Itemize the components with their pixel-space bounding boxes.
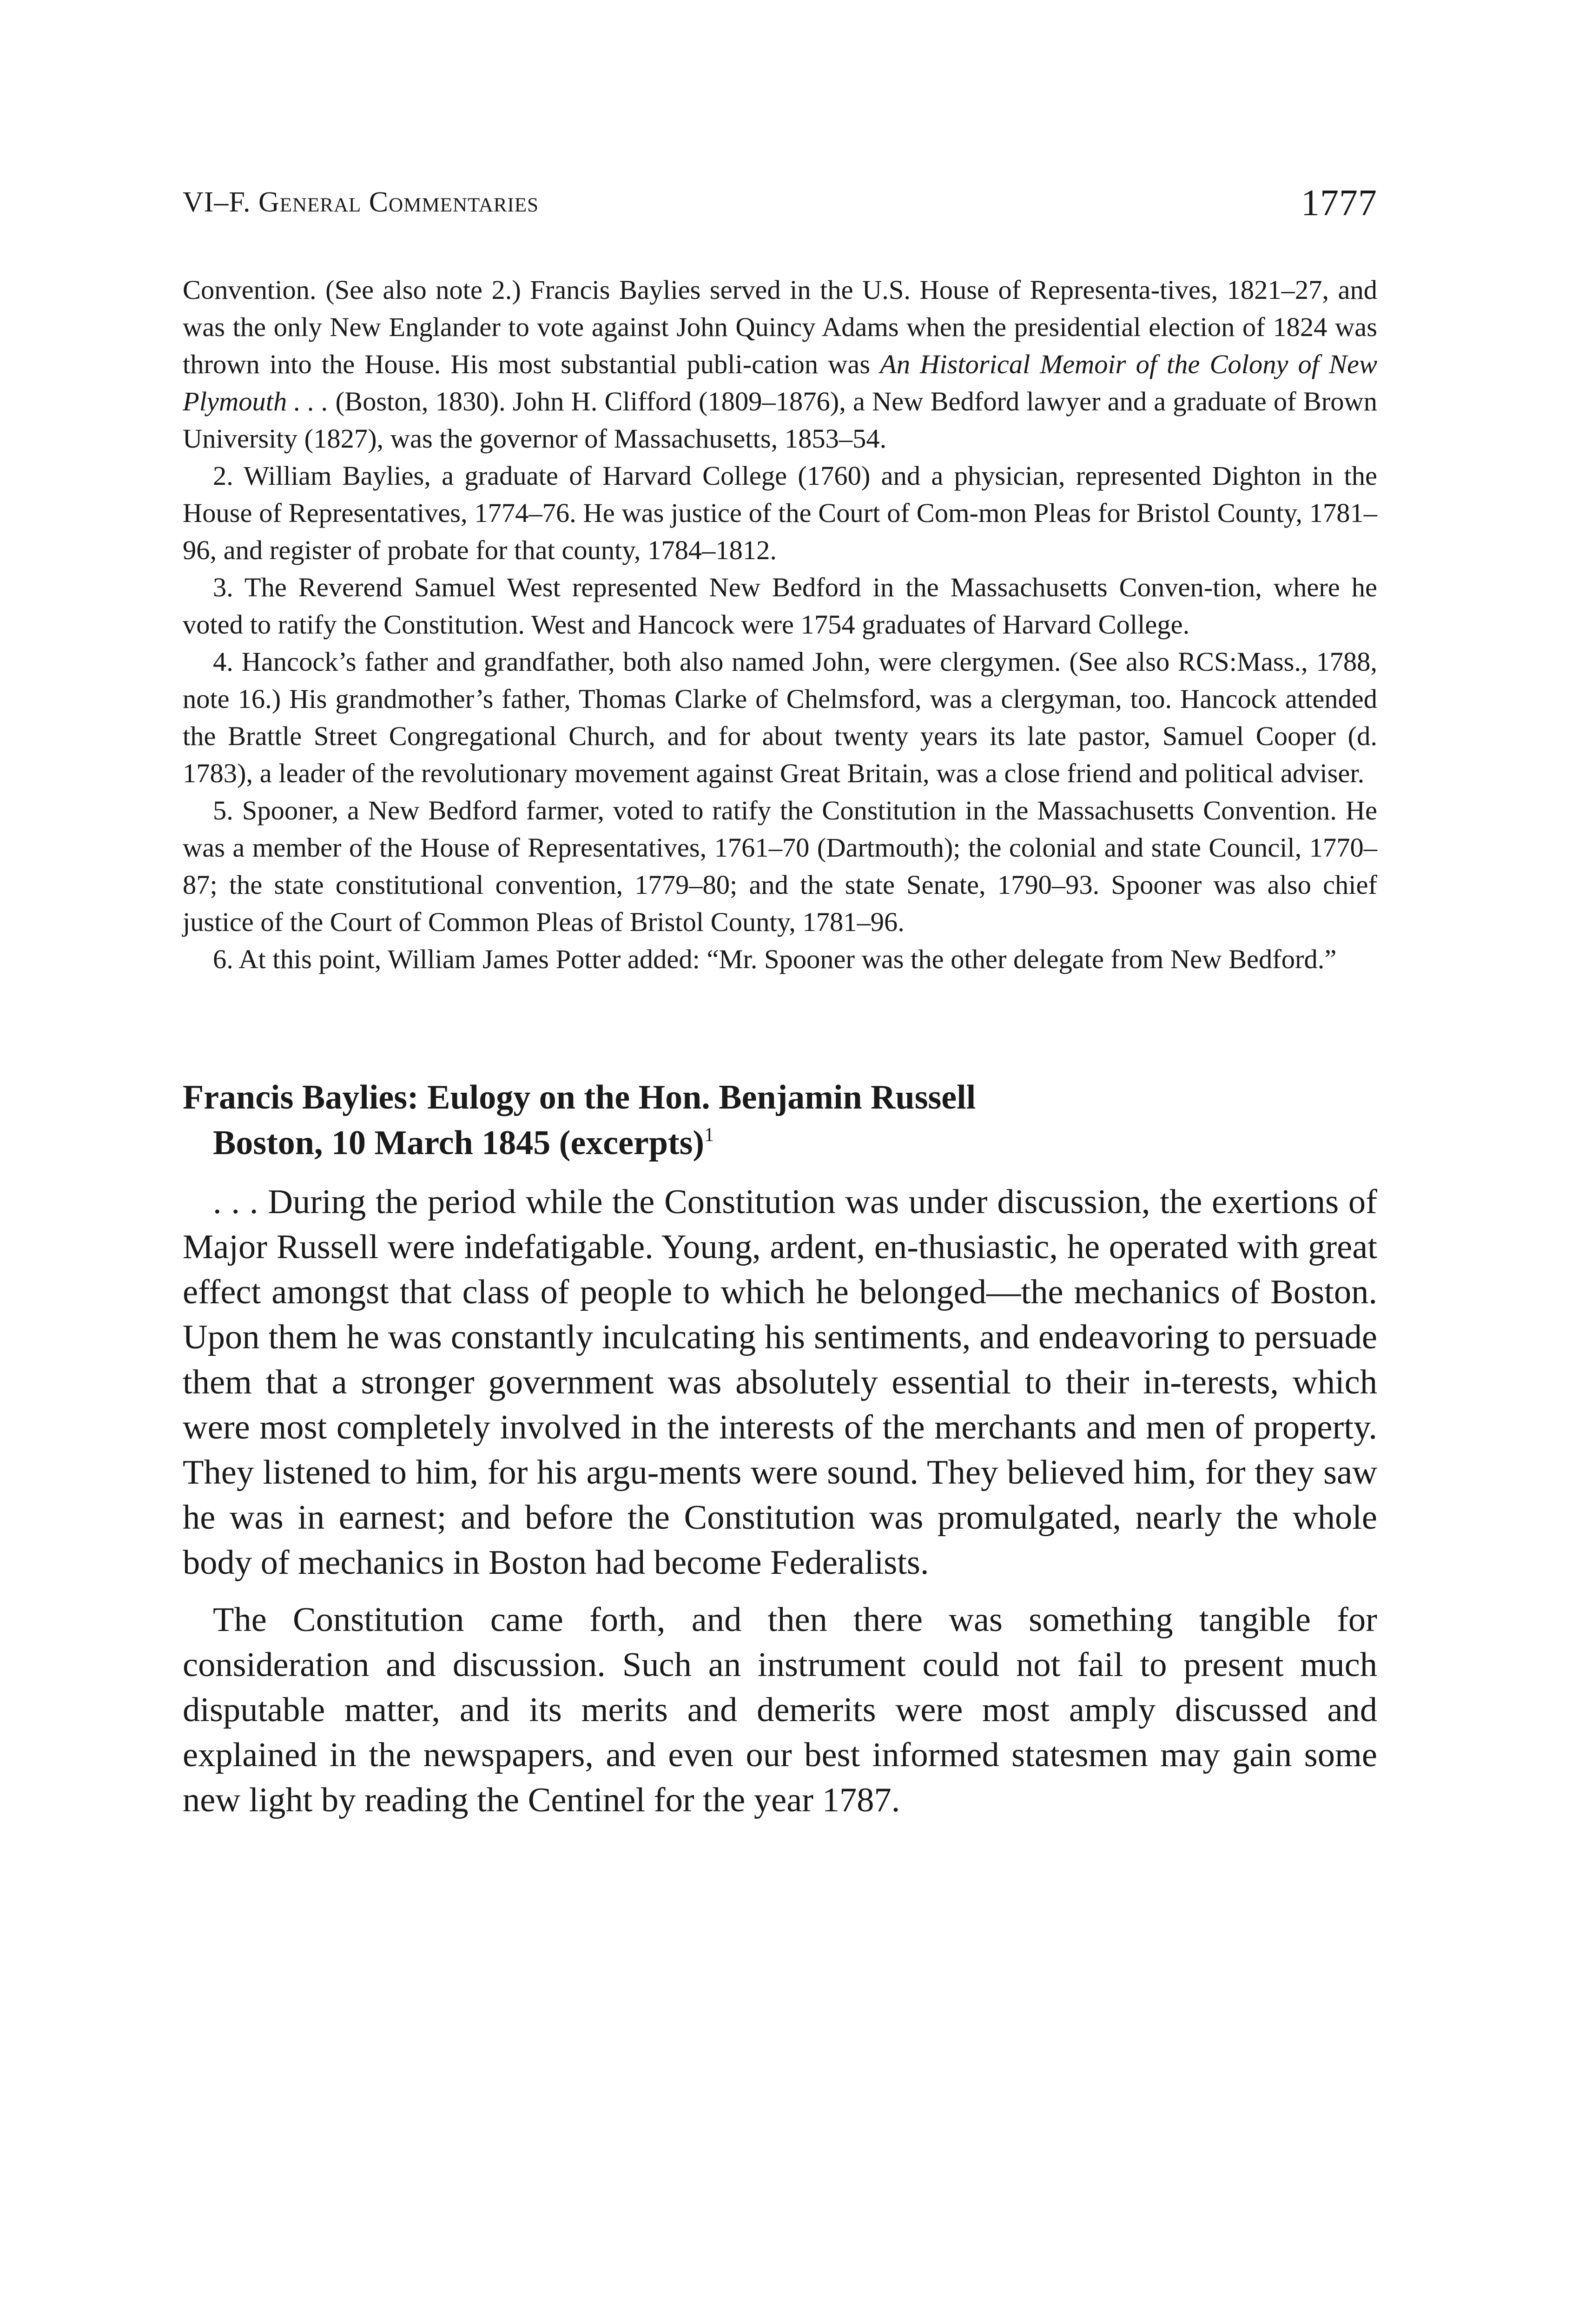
footnotes-section xyxy=(183,271,1377,978)
note-1-continuation xyxy=(183,271,1377,457)
note-1-text-before-title: Convention. (See also note 2.) Francis Baylies served in the U.S. House of Representa-tives, 1821–27, and was the only New Englander to vote against John Quincy Adams when the presidential election of 1824 was thrown into the House. His most substantial publi-cation was xyxy=(183,275,1377,379)
title-line-1: Francis Baylies: Eulogy on the Hon. Benjamin Russell xyxy=(183,1078,976,1116)
note-6: 6. At this point, William James Potter added: “Mr. Spooner was the other delegate from New Bedford.” xyxy=(213,944,1337,974)
note-2: 2. William Baylies, a graduate of Harvard College (1760) and a physician, represented Dighton in the House of Representatives, 1774–76. He was justice of the Court of Com-mon Pleas for Bristol County, 1781–96, and register of probate for that county, 1784–1812. xyxy=(183,461,1377,565)
note-5: 5. Spooner, a New Bedford farmer, voted to ratify the Constitution in the Massachusetts Convention. He was a member of the House of Representatives, 1761–70 (Dartmouth); the colonial and state Council, 1770–87; the state constitutional convention, 1779–80; and the state Senate, 1790–93. Spooner was also chief justice of the Court of Common Pleas of Bristol County, 1781–96. xyxy=(183,795,1377,937)
note-4: 4. Hancock’s father and grandfather, both also named John, were clergymen. (See also RCS:Mass., 1788, note 16.) His grandmother’s father, Thomas Clarke of Chelmsford, was a clergyman, too. Hancock attended the Brattle Street Congregational Church, and for about twenty years its late pastor, Samuel Cooper (d. 1783), a leader of the revolutionary movement against Great Britain, was a close friend and political adviser. xyxy=(183,647,1377,788)
title-footnote-marker: 1 xyxy=(704,1124,714,1146)
running-header xyxy=(183,183,1377,228)
excerpt-body xyxy=(183,1180,1377,1823)
book-title: An Historical Memoir of the Colony of New Plymouth . . . xyxy=(183,349,1377,416)
running-title: VI–F. General Commentaries xyxy=(183,186,539,218)
document-title xyxy=(183,1075,1377,1166)
excerpt-paragraph: . . . During the period while the Constitution was under discussion, the exertions of Major Russell were indefatigable. Young, ardent, en-thusiastic, he operated with great effect amongst that class of people to which he belonged—the mechanics of Boston. Upon them he was constantly inculcating his sentiments, and endeavoring to persuade them that a stronger government was absolutely essential to their in-terests, which were most completely involved in the interests of the merchants and men of property. They listened to him, for his argu-ments were sound. They believed him, for they saw he was in earnest; and before the Constitution was promulgated, nearly the whole body of mechanics in Boston had become Federalists. xyxy=(183,1183,1377,1582)
document-page xyxy=(183,183,1377,1823)
title-line-2-text: Boston, 10 March 1845 (excerpts) xyxy=(213,1124,705,1162)
title-line-2 xyxy=(183,1120,1377,1166)
excerpt-paragraph: The Constitution came forth, and then there was something tangible for consideration and discussion. Such an instrument could not fail to present much disputable matter, and its merits and demerits were most amply discussed and explained in the newspapers, and even our best informed statesmen may gain some new light by reading the Centinel for the year 1787. xyxy=(183,1601,1377,1819)
page-number: 1777 xyxy=(1301,183,1377,224)
note-3: 3. The Reverend Samuel West represented New Bedford in the Massachusetts Conven-tion, where he voted to ratify the Constitution. West and Hancock were 1754 graduates of Harvard College. xyxy=(183,572,1377,640)
note-1-text-after-title: (Boston, 1830). John H. Clifford (1809–1876), a New Bedford lawyer and a graduate of Brown University (1827), was the governor of Massachusetts, 1853–54. xyxy=(183,386,1377,454)
